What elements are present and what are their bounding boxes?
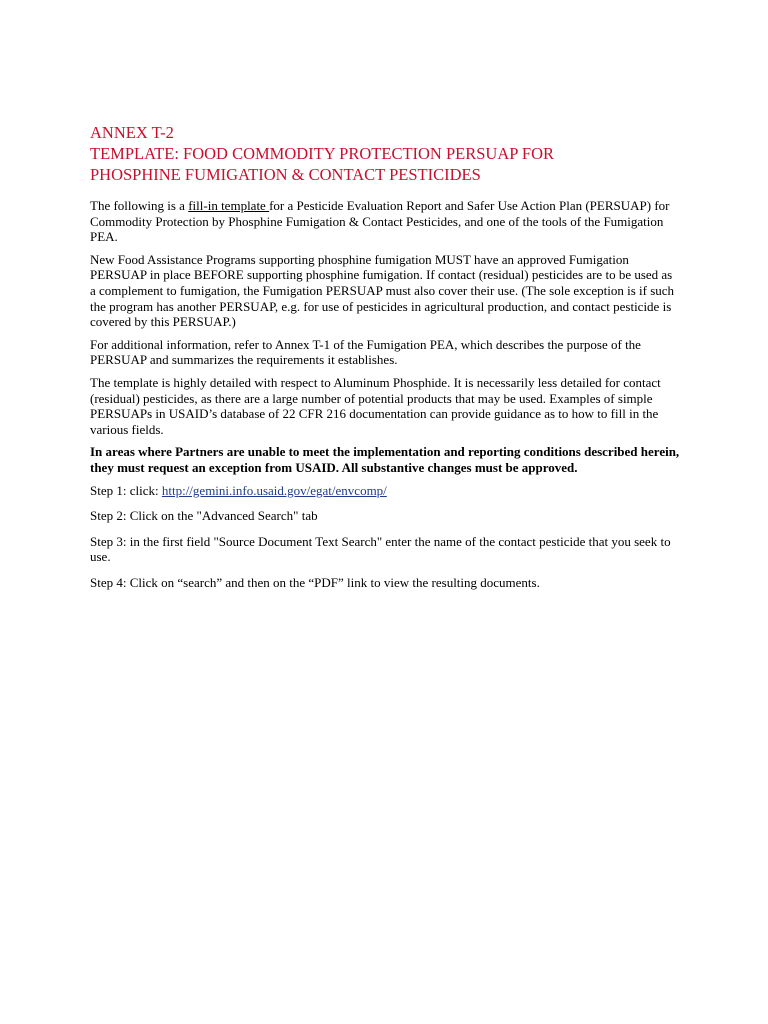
- requirements-paragraph: New Food Assistance Programs supporting phosphine fumigation MUST have an approved Fumigation PERSUAP in place BEFORE supporting phosphine fumigation. If contact (residual) pesticides are to be used as a complement to fumigation, the Fumigation PERSUAP must also cover their use. (The sole exception is if such the program has another PERSUAP, e.g. for use of pesticides in agricultural production, and contact pesticide is covered by this PERSUAP.): [90, 251, 675, 330]
- exception-notice-paragraph: In areas where Partners are unable to meet the implementation and reporting conditions described herein, they must request an exception from USAID. All substantive changes must be approved.: [90, 444, 680, 475]
- additional-info-paragraph: For additional information, refer to Annex T-1 of the Fumigation PEA, which describes the purpose of the PERSUAP and summarizes the requirements it establishes.: [90, 336, 641, 368]
- intro-text-start: The following is a: [90, 198, 189, 213]
- usaid-envcomp-link[interactable]: http://gemini.info.usaid.gov/egat/envcomp/: [161, 482, 387, 498]
- step-1-label: Step 1: click:: [90, 482, 162, 498]
- step-3: Step 3: in the first field "Source Document Text Search" enter the name of the contact pesticide that you seek to use.: [90, 533, 671, 565]
- step-2: Step 2: Click on the "Advanced Search" tab: [90, 508, 318, 524]
- template-title-line2: PHOSPHINE FUMIGATION & CONTACT PESTICIDES: [90, 165, 481, 184]
- template-detail-paragraph: The template is highly detailed with respect to Aluminum Phosphide. It is necessarily less detailed for contact (residual) pesticides, as there are a large number of potential products that may be used. Examples of simple PERSUAPs in USAID’s database of 22 CFR 216 documentation can provide guidance as to how to fill in the various fields.: [90, 374, 661, 437]
- intro-paragraph: [90, 198, 680, 245]
- intro-text-end: for a Pesticide Evaluation Report and Safer Use Action Plan (PERSUAP) for Commodity Protection by Phosphine Fumigation & Contact Pesticides, and one of the tools of the Fumigation PEA.: [90, 198, 670, 245]
- annex-title: ANNEX T-2: [90, 123, 174, 142]
- fill-in-template-text: fill-in template: [188, 198, 270, 213]
- step-1: [90, 483, 680, 499]
- annex-heading: [90, 122, 680, 185]
- document-page: [90, 122, 680, 600]
- step-4: Step 4: Click on “search” and then on the “PDF” link to view the resulting documents.: [90, 574, 540, 590]
- template-title-line1: TEMPLATE: FOOD COMMODITY PROTECTION PERSUAP FOR: [90, 144, 555, 163]
